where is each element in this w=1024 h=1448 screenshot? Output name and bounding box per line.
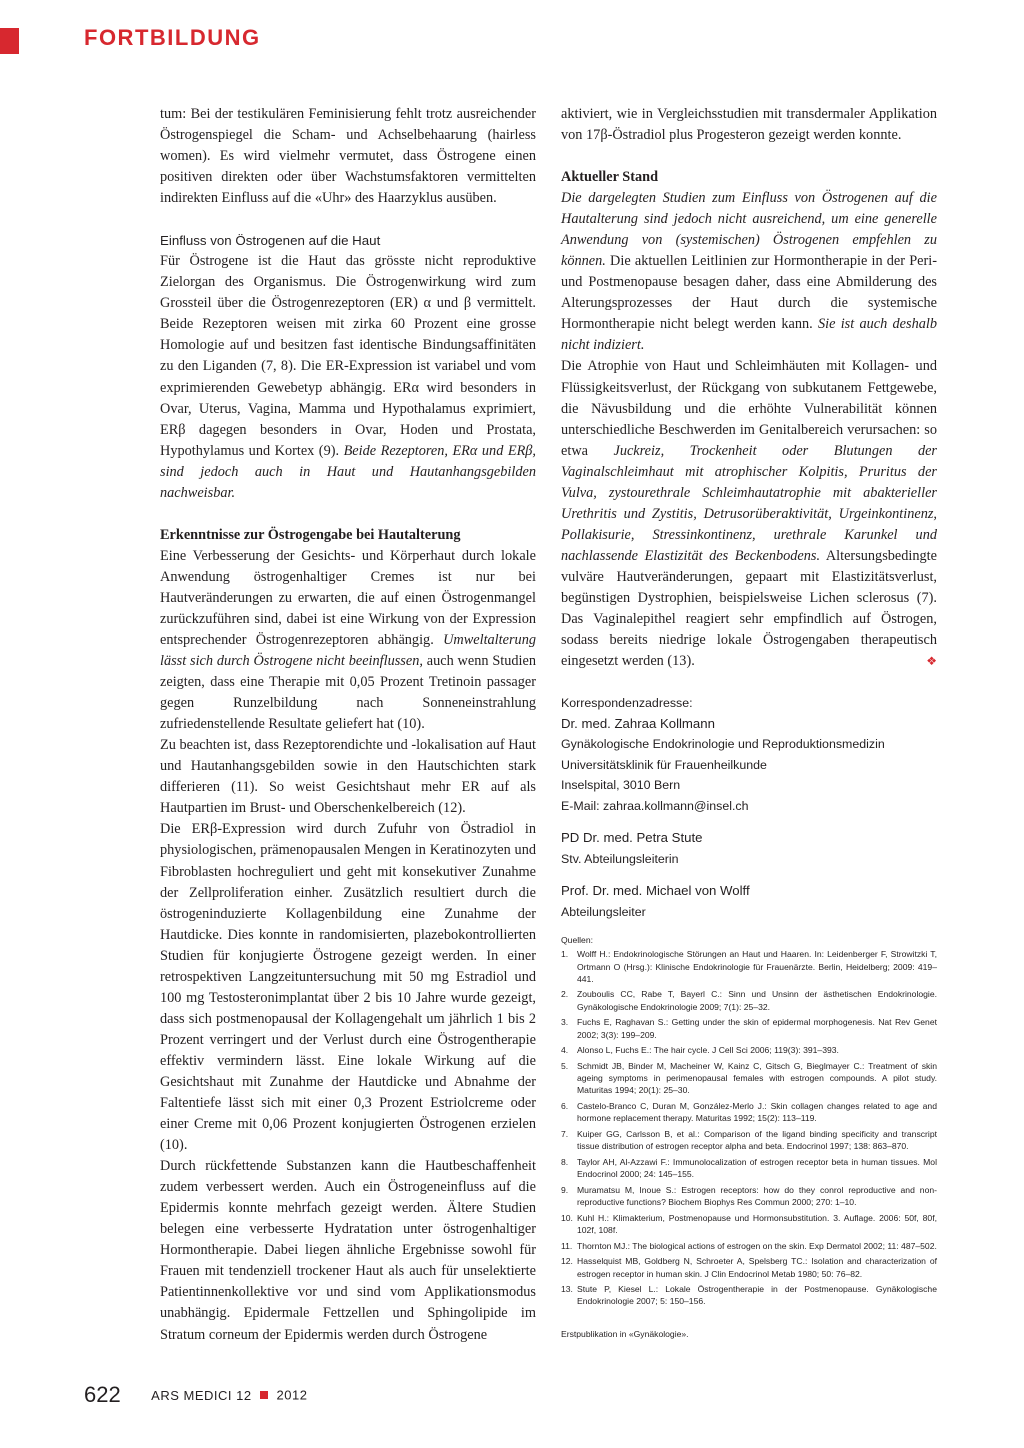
journal-year: 2012 — [276, 1387, 308, 1403]
reference-item: 12. Hasselquist MB, Goldberg N, Schroeter A, Spelsberg TC.: Isolation and characterization of estrogen receptor in human skin. J Clin Endocrinol Metab 1980; 50: 76–82. — [561, 1256, 937, 1279]
correspondence-label: Korrespondenzadresse: — [561, 696, 693, 711]
email[interactable]: E-Mail: zahraa.kollmann@insel.ch — [561, 798, 749, 813]
paragraph: Für Östrogene ist die Haut das grösste nicht reproduktive Zielorgan des Organismus. Die Östrogenwirkung wird zum Grossteil über die Östrogenrezeptoren (ER) α und β vermittelt. Beide Rezeptoren weisen mit zirka 60 Prozent eine grosse Homologie auf und besitzen fast identische Bindungsaffinitäten zu den Liganden (7, 8). Die ER-Expression ist variabel und vom exprimierenden Gewebetyp abhängig. ERα wird besonders in Ovar, Uterus, Vagina, Mamma und Hypothalamus exprimiert, ERβ dagegen besonders in Ovar, Hoden und Prostata, Hypothylamus und Kortex (9). Beide Rezeptoren, ERα und ERβ, sind jedoch auch in Haut und Hautanhangsgebilden nachweisbar. — [160, 253, 537, 501]
page-number: 622 — [84, 1382, 121, 1407]
reference-item: 5. Schmidt JB, Binder M, Macheiner W, Kainz C, Gitsch G, Bieglmayer C.: Treatment of skin ageing symptoms in perimenopausal females with estrogen compounds. A pilot study. Maturitas 1994; 20(1): 25–30. — [561, 1061, 937, 1096]
right-column — [561, 104, 937, 1340]
section-color-block — [0, 28, 19, 54]
page-footer — [84, 1382, 307, 1408]
department: Gynäkologische Endokrinologie und Reproduktionsmedizin — [561, 737, 885, 752]
paragraph: Die Atrophie von Haut und Schleimhäuten mit Kollagen- und Flüssigkeitsverlust, der Rückgang von subkutanem Fettgewebe, die Nävusbildung und die erhöhte Vulnerabilität können unterschiedliche Beschwerden im Genitalbereich verursachen: so etwa Juckreiz, Trockenheit oder Blutungen der Vaginalschleimhaut mit atrophischer Kolpitis, Pruritus der Vulva, zystourethrale Schleimhautatrophie mit abakterieller Urethritis und Zystitis, Detrusorüberaktivität, Urgeinkontinenz, Pollakisurie, Stressinkontinenz, urethrale Karunkel und nachlassende Elastizität des Beckenbodens. Altersungsbedingte vulväre Hautveränderungen, gepaart mit Elastizitätsverlust, begünstigen Dystrophien, beispielsweise Lichen sclerosus (7). Das Vaginalepithel reagiert sehr empfindlich auf Östrogen, sodass bereits niedrige lokale Östrogengaben therapeutisch eingesetzt werden (13). ❖ — [561, 356, 937, 672]
author-name: Prof. Dr. med. Michael von Wolff — [561, 883, 750, 899]
paragraph: Zu beachten ist, dass Rezeptorendichte und -lokalisation auf Haut und Hautanhangsgebilden sowie in den Hautschichten stark differieren (11). So weist Gesichtshaut mehr ER auf als Hautpartien im Brust- und Oberschenkelbereich (12). — [160, 737, 536, 817]
correspondence-block — [561, 693, 937, 922]
author-name: PD Dr. med. Petra Stute — [561, 830, 703, 846]
end-mark-icon: ❖ — [926, 654, 937, 669]
clinic: Universitätsklinik für Frauenheilkunde — [561, 757, 767, 772]
reference-item: 3. Fuchs E, Raghavan S.: Getting under the skin of epidermal morphogenesis. Nat Rev Genet 2002; 3(3): 199–209. — [561, 1017, 937, 1040]
paragraph: Die dargelegten Studien zum Einfluss von Östrogenen auf die Hautalterung sind jedoch nicht ausreichend, um eine generelle Anwendung von (systemischen) Östrogenen empfehlen zu können. Die aktuellen Leitlinien zur Hormontherapie in der Peri- und Postmenopause besagen daher, dass eine Abmilderung des Alterungsprozesses der Haut durch die systemische Hormontherapie nicht belegt werden kann. Sie ist auch deshalb nicht indiziert. — [561, 190, 937, 354]
reference-item: 2. Zouboulis CC, Rabe T, Bayerl C.: Sinn und Unsinn der ästhetischen Endokrinologie. Gynäkologische Endokrinologie 2009; 7(1): 25–32. — [561, 989, 937, 1012]
paragraph: aktiviert, wie in Vergleichsstudien mit transdermaler Applikation von 17β-Östradiol plus Progesteron gezeigt werden konnte. — [561, 106, 937, 144]
first-publication-note: Erstpublikation in «Gynäkologie». — [561, 1328, 689, 1339]
reference-item: 10. Kuhl H.: Klimakterium, Postmenopause und Hormonsubstitution. 3. Auflage. 2006: 50f, 80f, 102f, 108f. — [561, 1212, 937, 1235]
author-role: Abteilungsleiter — [561, 904, 646, 919]
reference-list — [561, 948, 937, 1307]
paragraph: Die ERβ-Expression wird durch Zufuhr von Östradiol in physiologischen, prämenopausalen Mengen in Keratinozyten und Fibroblasten hochreguliert und geht mit konsekutiver Zunahme der Zellproliferation einher. Zusätzlich resultiert durch die östrogeninduzierte Kollagenbildung eine Zunahme der Hautdicke. Dies konnte in randomisierten, plazebokontrollierten Studien für konjugierte Östrogene gezeigt werden. In einer retrospektiven Langzeituntersuchung mit 50 mg Estradiol und 100 mg Testosteronimplantat über 2 bis 10 Jahre wurde gezeigt, dass sich postmenopausal der Kollagengehalt um jährlich 1 bis 2 Prozent verringert und der Verlust durch eine Östrogentherapie effektiv vermindern lässt. Eine lokale Wirkung auf die Gesichtshaut mit Zunahme der Hautdicke und Abnahme der Faltentiefe lässt sich mit einer 0,3 Prozent Estriolcreme oder einer Creme mit 0,06 Prozent konjugierten Östrogenen erzielen (10). — [160, 821, 536, 1154]
author-name: Dr. med. Zahraa Kollmann — [561, 715, 715, 731]
references — [561, 934, 937, 1340]
reference-item: 4. Alonso L, Fuchs E.: The hair cycle. J Cell Sci 2006; 119(3): 391–393. — [561, 1045, 839, 1056]
reference-item: 6. Castelo-Branco C, Duran M, González-Merlo J.: Skin collagen changes related to age and hormone replacement therapy. Maturitas 1992; 15(2): 113–119. — [561, 1101, 937, 1124]
reference-item: 7. Kuiper GG, Carlsson B, et al.: Comparison of the ligand binding specificity and transcript tissue distribution of estrogen receptor alpha and beta. Endocrinol 1997; 138: 863–870. — [561, 1129, 937, 1152]
author-role: Stv. Abteilungsleiterin — [561, 851, 679, 866]
reference-item: 9. Muramatsu M, Inoue S.: Estrogen receptors: how do they conrol reproductive and non-reproductive functions? Biochem Biophys Res Commun 2000; 270: 1–10. — [561, 1184, 937, 1208]
paragraph: Durch rückfettende Substanzen kann die Hautbeschaffenheit zudem verbessert werden. Auch ein Östrogeneinfluss auf die Epidermis konnte mehrfach gezeigt werden. Ältere Studien belegen eine verbesserte Hydratation unter östrogenhaltiger Hormontherapie. Dabei liegen ähnliche Ergebnisse sowohl für Frauen mit tendenziell trockener Haut als auch für unselektierte Patientinnenkollektive vor und sind vom Applikationsmodus unabhängig. Epidermale Fettzellen und Sphingolipide im Stratum corneum der Epidermis werden durch Östrogene — [160, 1158, 536, 1343]
footer-square-icon — [260, 1391, 268, 1399]
subheading: Aktueller Stand — [561, 169, 659, 186]
reference-item: 1. Wolff H.: Endokrinologische Störungen an Haut und Haaren. In: Leidenberger F, Strowitzki T, Ortmann O (Hrsg.): Klinische Endokrinologie für Frauenärzte. Berlin, Heidelberg; 2009: 419–441. — [561, 949, 937, 984]
references-title: Quellen: — [561, 935, 594, 946]
left-column — [160, 104, 536, 1346]
reference-item: 13. Stute P, Kiesel L.: Lokale Östrogentherapie in der Postmenopause. Gynäkologische Endokrinologie 2007; 5: 150–156. — [561, 1284, 937, 1307]
reference-item: 11. Thornton MJ.: The biological actions of estrogen on the skin. Exp Dermatol 2002; 11: 487–502. — [561, 1240, 937, 1251]
reference-item: 8. Taylor AH, Al-Azzawi F.: Immunolocalization of estrogen receptor beta in human tissues. Mol Endocrinol 2000; 24: 145–155. — [561, 1156, 937, 1180]
journal-name: ARS MEDICI 12 — [151, 1387, 252, 1403]
paragraph: tum: Bei der testikulären Feminisierung fehlt trotz ausreichender Östrogenspiegel die Scham- und Achselbehaarung (hairless women). Es wird vielmehr vermutet, dass Östrogene einen positiven direkten oder über Wachstumsfaktoren vermittelten indirekten Einfluss auf die «Uhr» des Haarzyklus ausüben. — [160, 106, 536, 207]
paragraph: Eine Verbesserung der Gesichts- und Körperhaut durch lokale Anwendung östrogenhaltiger Cremes ist nur bei Hautveränderungen zu erwarten, die auf einen Östrogenmangel zurückzuführen sind, dabei ist eine Wirkung von der Expression entsprechender Östrogenrezeptoren abhängig. Umweltalterung lässt sich durch Östrogene nicht beeinflussen, auch wenn Studien zeigten, dass eine Therapie mit 0,05 Prozent Tretinoin passager gegen Runzelbildung nach Sonneneinstrahlung zufriedenstellende Resultate geliefert hat (10). — [160, 547, 537, 733]
section-title: FORTBILDUNG — [84, 25, 261, 50]
address: Inselspital, 3010 Bern — [561, 778, 681, 793]
subheading: Erkenntnisse zur Östrogengabe bei Hautalterung — [160, 526, 461, 543]
subheading: Einfluss von Östrogenen auf die Haut — [160, 233, 381, 249]
